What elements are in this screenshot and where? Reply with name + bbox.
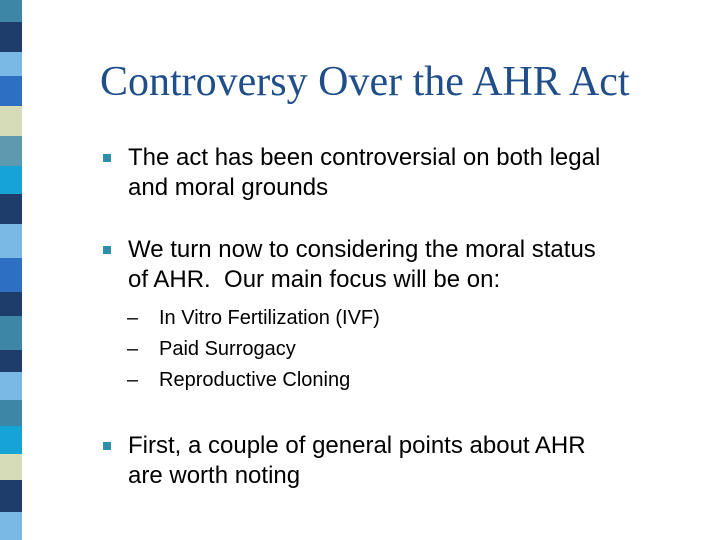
stripe-block bbox=[0, 76, 22, 106]
bullet-item bbox=[103, 431, 703, 491]
sub-bullet-text: Reproductive Cloning bbox=[159, 369, 351, 391]
square-bullet-icon bbox=[103, 154, 111, 162]
bullet-item bbox=[103, 143, 703, 203]
dash-bullet: – bbox=[127, 369, 139, 391]
stripe-block bbox=[0, 106, 22, 136]
bullet-text: The act has been controversial on both legal and moral grounds bbox=[128, 144, 601, 201]
dash-bullet: – bbox=[127, 307, 139, 329]
stripe-block bbox=[0, 52, 22, 76]
square-bullet-icon bbox=[103, 442, 111, 450]
stripe-block bbox=[0, 166, 22, 194]
stripe-block bbox=[0, 194, 22, 224]
stripe-block bbox=[0, 426, 22, 454]
sub-bullet-text: In Vitro Fertilization (IVF) bbox=[159, 307, 380, 329]
stripe-block bbox=[0, 22, 22, 52]
decorative-stripe bbox=[0, 0, 22, 540]
bullet-text: We turn now to considering the moral status of AHR. Our main focus will be on: bbox=[128, 236, 596, 293]
stripe-block bbox=[0, 454, 22, 480]
sub-bullet-text: Paid Surrogacy bbox=[159, 338, 296, 360]
stripe-block bbox=[0, 350, 22, 372]
stripe-block bbox=[0, 512, 22, 540]
stripe-block bbox=[0, 480, 22, 512]
stripe-block bbox=[0, 372, 22, 400]
bullet-item bbox=[103, 235, 703, 295]
stripe-block bbox=[0, 292, 22, 316]
dash-bullet: – bbox=[127, 338, 139, 360]
slide-title: Controversy Over the AHR Act bbox=[100, 59, 630, 105]
stripe-block bbox=[0, 224, 22, 258]
stripe-block bbox=[0, 316, 22, 350]
stripe-block bbox=[0, 400, 22, 426]
bullet-text: First, a couple of general points about AHR are worth noting bbox=[128, 432, 586, 489]
square-bullet-icon bbox=[103, 246, 111, 254]
stripe-block bbox=[0, 258, 22, 292]
stripe-block bbox=[0, 0, 22, 22]
stripe-block bbox=[0, 136, 22, 166]
